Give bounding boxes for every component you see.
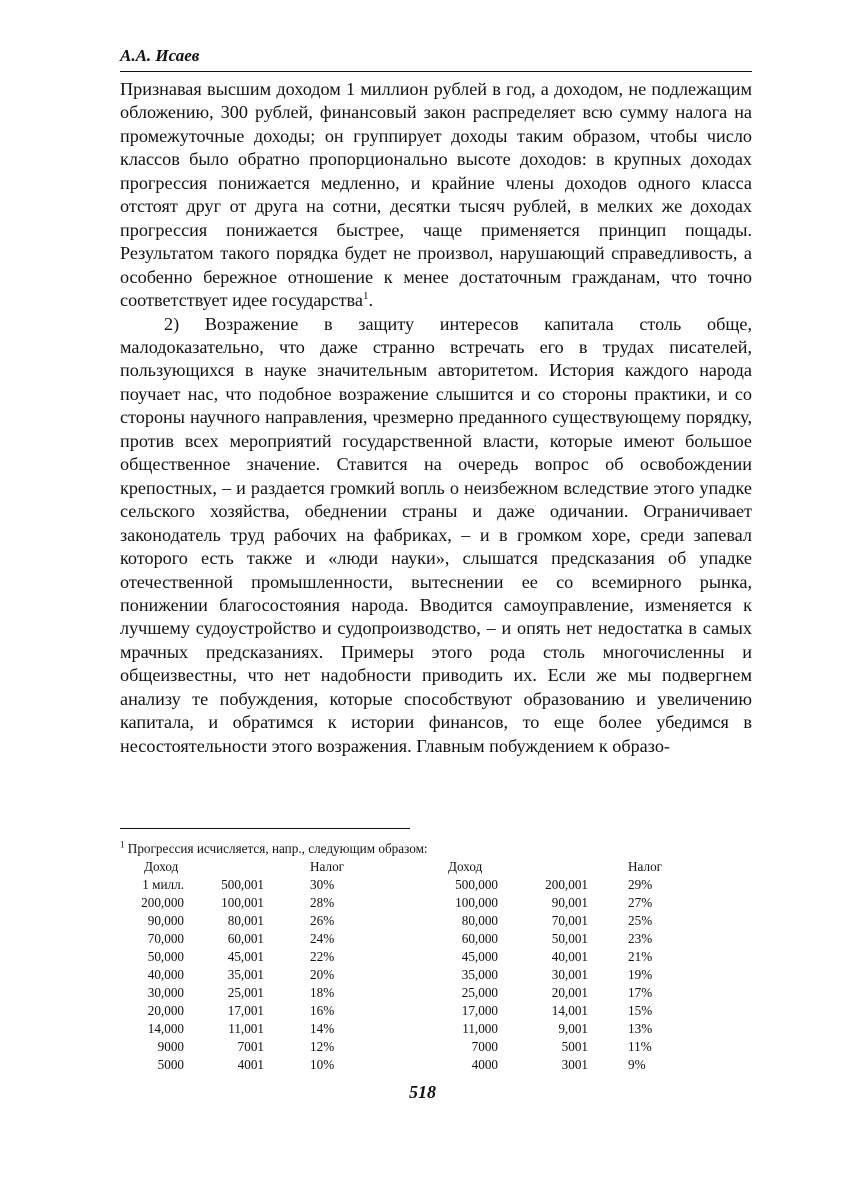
- income-from-right-cell: 500,000: [455, 877, 498, 892]
- tax-left-cell: 20%: [310, 967, 335, 982]
- paragraph-1: [120, 78, 752, 313]
- table-row: [120, 1038, 752, 1056]
- income-to-left-cell: 45,001: [227, 949, 264, 964]
- income-from-right-cell: 25,000: [461, 985, 498, 1000]
- income-to-right-cell: 70,001: [551, 913, 588, 928]
- header-income-left: Доход: [144, 859, 179, 874]
- income-to-left-cell: 100,001: [221, 895, 264, 910]
- income-from-right-cell: 35,000: [461, 967, 498, 982]
- header-rule: [120, 71, 752, 72]
- income-to-left-cell: 80,001: [227, 913, 264, 928]
- income-to-right-cell: 90,001: [551, 895, 588, 910]
- income-from-left-cell: 5000: [157, 1057, 184, 1072]
- income-from-right-cell: 45,000: [461, 949, 498, 964]
- income-to-right-cell: 14,001: [551, 1003, 588, 1018]
- header-tax-left: Налог: [310, 859, 345, 874]
- tax-right-cell: 29%: [628, 877, 653, 892]
- income-to-right-cell: 9,001: [558, 1021, 588, 1036]
- tax-right-cell: 23%: [628, 931, 653, 946]
- income-from-left-cell: 30,000: [147, 985, 184, 1000]
- tax-left-cell: 14%: [310, 1021, 335, 1036]
- tax-left-cell: 30%: [310, 877, 335, 892]
- tax-left-cell: 12%: [310, 1039, 335, 1054]
- income-to-left-cell: 17,001: [227, 1003, 264, 1018]
- footnote-intro: [120, 840, 752, 858]
- tax-left-cell: 16%: [310, 1003, 335, 1018]
- footnote-table-body: [120, 876, 752, 1074]
- income-to-right-cell: 20,001: [551, 985, 588, 1000]
- income-to-left-cell: 500,001: [221, 877, 264, 892]
- table-row: [120, 948, 752, 966]
- tax-left-cell: 24%: [310, 931, 335, 946]
- footnote-rule: [120, 828, 410, 829]
- paragraph-1-end: .: [368, 290, 374, 311]
- income-to-left-cell: 7001: [237, 1039, 264, 1054]
- income-to-left-cell: 25,001: [227, 985, 264, 1000]
- income-from-left-cell: 90,000: [147, 913, 184, 928]
- paragraph-2: 2) Возражение в защиту интересов капитала столь обще, малодоказательно, что даже странно встречать его в трудах писателей, пользующихся в науке значительным авторитетом. История каждого народа поучает нас, что подобное возражение слышится и со стороны практики, и со стороны научного направления, чрезмерно преданного существующему порядку, против всех мероприятий государственной власти, которые имеют большое общественное значение. Ставится на очередь вопрос об освобождении крепостных, – и раздается громкий вопль о неизбежном вследствие этого упадке сельского хозяйства, обеднении страны и даже одичании. Ограничивает законодатель труд рабочих на фабриках, – и в громком хоре, среди запевал которого есть также и «люди науки», слышатся предсказания об упадке отечественной промышленности, вытеснении ее со всемирного рынка, понижении благосостояния народа. Вводится самоуправление, изменяется к лучшему судоустройство и судопроизводство, – и опять нет недостатка в самых мрачных предсказаниях. Примеры этого рода столь многочисленны и общеизвестны, что нет надобности приводить их. Если же мы подвергнем анализу те побуждения, которые способствуют образованию и увеличению капитала, и обратимся к истории финансов, то еще более убедимся в несостоятельности этого возражения. Главным побуждением к образо-: [120, 313, 752, 756]
- tax-left-cell: 10%: [310, 1057, 335, 1072]
- footnote-reference-1: 1: [362, 290, 369, 303]
- tax-left-cell: 28%: [310, 895, 335, 910]
- income-to-right-cell: 3001: [561, 1057, 588, 1072]
- income-from-left-cell: 50,000: [147, 949, 184, 964]
- tax-left-cell: 18%: [310, 985, 335, 1000]
- footnote-mark: 1: [120, 839, 125, 850]
- tax-right-cell: 17%: [628, 985, 653, 1000]
- tax-right-cell: 25%: [628, 913, 653, 928]
- footnote-intro-text: Прогрессия исчисляется, напр., следующим образом:: [127, 841, 428, 856]
- income-from-right-cell: 11,000: [462, 1021, 498, 1036]
- table-row: [120, 984, 752, 1002]
- tax-left-cell: 26%: [310, 913, 335, 928]
- table-row: [120, 930, 752, 948]
- table-row: [120, 912, 752, 930]
- tax-right-cell: 19%: [628, 967, 653, 982]
- running-header-author: А.А. Исаев: [120, 46, 200, 65]
- header-income-right: Доход: [448, 859, 483, 874]
- income-from-left-cell: 1 милл.: [142, 877, 184, 892]
- body-text: [120, 78, 752, 758]
- income-from-right-cell: 80,000: [461, 913, 498, 928]
- header-tax-right: Налог: [628, 859, 663, 874]
- table-row: [120, 1020, 752, 1038]
- income-to-left-cell: 4001: [237, 1057, 264, 1072]
- footnote: [120, 840, 752, 1074]
- income-from-right-cell: 4000: [471, 1057, 498, 1072]
- income-to-right-cell: 200,001: [545, 877, 588, 892]
- tax-right-cell: 13%: [628, 1021, 653, 1036]
- table-row: [120, 1002, 752, 1020]
- income-from-left-cell: 40,000: [147, 967, 184, 982]
- income-from-left-cell: 9000: [157, 1039, 184, 1054]
- income-to-right-cell: 40,001: [551, 949, 588, 964]
- income-from-right-cell: 17,000: [461, 1003, 498, 1018]
- table-row: [120, 894, 752, 912]
- income-from-right-cell: 7000: [471, 1039, 498, 1054]
- income-from-left-cell: 200,000: [141, 895, 184, 910]
- income-from-right-cell: 60,000: [461, 931, 498, 946]
- income-to-left-cell: 60,001: [227, 931, 264, 946]
- income-from-left-cell: 20,000: [147, 1003, 184, 1018]
- income-from-left-cell: 14,000: [147, 1021, 184, 1036]
- income-to-right-cell: 5001: [561, 1039, 588, 1054]
- table-row: [120, 1056, 752, 1074]
- income-to-right-cell: 50,001: [551, 931, 588, 946]
- income-to-left-cell: 35,001: [227, 967, 264, 982]
- table-row: [120, 876, 752, 894]
- tax-right-cell: 27%: [628, 895, 653, 910]
- income-to-left-cell: 11,001: [228, 1021, 264, 1036]
- tax-right-cell: 11%: [628, 1039, 652, 1054]
- income-from-left-cell: 70,000: [147, 931, 184, 946]
- table-row: [120, 966, 752, 984]
- tax-right-cell: 21%: [628, 949, 653, 964]
- footnote-table-header: [120, 858, 752, 876]
- income-to-right-cell: 30,001: [551, 967, 588, 982]
- page-number: 518: [409, 1082, 436, 1102]
- tax-right-cell: 9%: [628, 1057, 646, 1072]
- tax-right-cell: 15%: [628, 1003, 653, 1018]
- paragraph-1-text: Признавая высшим доходом 1 миллион рублей в год, а доходом, не подлежащим обложению, 300 рублей, финансовый закон распределяет всю сумму налога на промежуточные доходы; он группирует доходы таким образом, чтобы число классов было обратно пропорционально высоте доходов: в крупных доходах прогрессия понижается медленно, и крайние члены доходов одного класса отстоят друг от друга на сотни, десятки тысяч рублей, в мелких же доходах прогрессия понижается быстрее, чаще применяется принцип пощады. Результатом такого порядка будет не произвол, нарушающий справедливость, а особенно бережное отношение к менее достаточным гражданам, что точно соответствует идее государства: [120, 79, 752, 311]
- tax-left-cell: 22%: [310, 949, 335, 964]
- income-from-right-cell: 100,000: [455, 895, 498, 910]
